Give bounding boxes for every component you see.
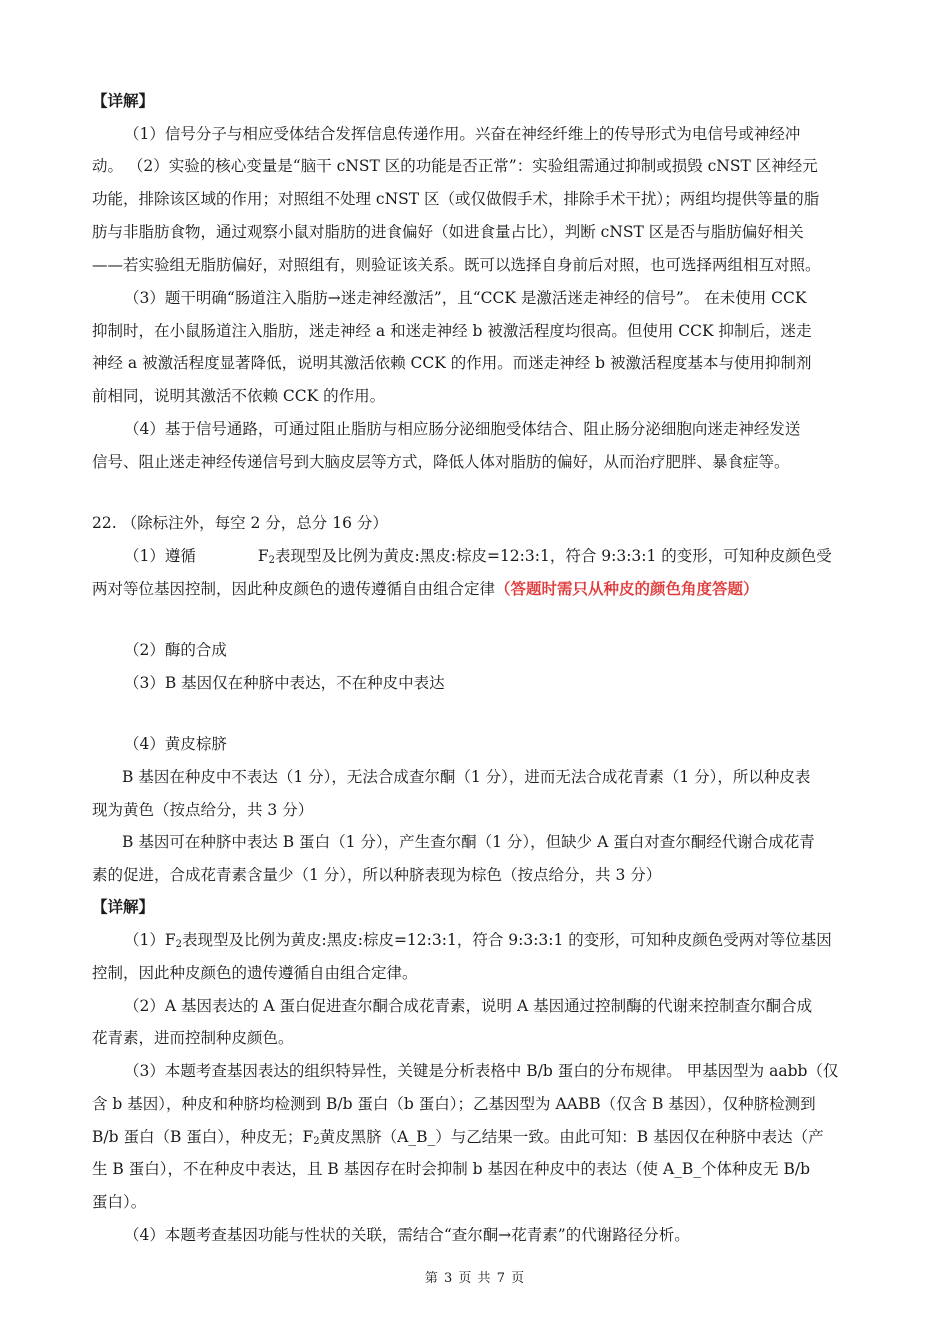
answer-3: （3）B 基因仅在种脐中表达，不在种皮中表达	[124, 674, 445, 692]
answer-1-line-2	[92, 579, 759, 599]
para-3-line-2: 信号、阻止迷走神经传递信号到大脑皮层等方式，降低人体对脂肪的偏好，从而治疗肥胖、暴食症等。	[92, 453, 790, 471]
answer-4-p1-line-2: 现为黄色（按点给分，共 3 分）	[92, 801, 314, 819]
detail-1-sub: 2	[175, 939, 182, 950]
page-number: 第 3 页 共 7 页	[424, 1271, 526, 1286]
detail-2-line-2: 花青素，进而控制种皮颜色。	[92, 1029, 294, 1047]
answer-4-p1-line-1: B 基因在种皮中不表达（1 分），无法合成查尔酮（1 分），进而无法合成花青素（1 分），所以种皮表	[122, 768, 811, 786]
para-2-line-1: （3）题干明确“肠道注入脂肪→迷走神经激活”，且“CCK 是激活迷走神经的信号”。 在未使用 CCK	[124, 289, 807, 307]
para-3-line-1: （4）基于信号通路，可通过阻止脂肪与相应肠分泌细胞受体结合、阻止肠分泌细胞向迷走神经发送	[124, 420, 801, 438]
answer-1-line-1	[124, 546, 832, 566]
answer-1-note: （答题时需只从种皮的颜色角度答题）	[495, 579, 759, 598]
answer-1-prefix: （1）遵循	[124, 547, 196, 565]
detail-3-l3-a: B/b 蛋白（B 蛋白），种皮无；F	[92, 1128, 314, 1146]
para-1-line-3: 功能，排除该区域的作用；对照组不处理 cNST 区（或仅做假手术，排除手术干扰）；两组均提供等量的脂	[92, 190, 820, 208]
answer-4: （4）黄皮棕脐	[124, 735, 227, 753]
para-1-line-5: ——若实验组无脂肪偏好，对照组有，则验证该关系。既可以选择自身前后对照，也可选择两组相互对照。	[92, 256, 821, 274]
para-1-line-2: 动。 （2）实验的核心变量是“脑干 cNST 区的功能是否正常”：实验组需通过抑制或损毁 cNST 区神经元	[92, 157, 818, 175]
answer-1-l2-text: 两对等位基因控制，因此种皮颜色的遗传遵循自由组合定律	[92, 580, 496, 598]
detail-3-line-4: 生 B 蛋白），不在种皮中表达，且 B 基因存在时会抑制 b 基因在种皮中的表达（使 A_B_个体种皮无 B/b	[92, 1160, 810, 1178]
para-1-line-4: 肪与非脂肪食物，通过观察小鼠对脂肪的进食偏好（如进食量占比），判断 cNST 区是否与脂肪偏好相关	[92, 223, 804, 241]
answer-2: （2）酶的合成	[124, 641, 227, 659]
detail-1-rest: 表现型及比例为黄皮:黑皮:棕皮=12:3:1，符合 9:3:3:1 的变形，可知种皮颜色受两对等位基因	[182, 931, 832, 949]
para-2-line-4: 前相同，说明其激活不依赖 CCK 的作用。	[92, 387, 386, 405]
detail-3-l3-b: 黄皮黑脐（A_B_）与乙结果一致。由此可知：B 基因仅在种脐中表达（产	[319, 1128, 824, 1146]
answer-1-rest: 表现型及比例为黄皮:黑皮:棕皮=12:3:1，符合 9:3:3:1 的变形，可知种皮颜色受	[275, 547, 832, 565]
detail-3-l3-sub: 2	[313, 1136, 320, 1147]
para-2-line-3: 神经 a 被激活程度显著降低，说明其激活依赖 CCK 的作用。而迷走神经 b 被激活程度基本与使用抑制剂	[92, 354, 812, 372]
detail-1-line-1	[124, 930, 832, 950]
detail-heading-2: 【详解】	[92, 897, 155, 916]
detail-3-line-2: 含 b 基因），种皮和种脐均检测到 B/b 蛋白（b 蛋白）；乙基因型为 AABB（仅含 B 基因），仅种脐检测到	[92, 1095, 816, 1113]
detail-3-line-3	[92, 1127, 824, 1147]
answer-1-f: F	[257, 547, 269, 565]
detail-1-line-2: 控制，因此种皮颜色的遗传遵循自由组合定律。	[92, 964, 418, 982]
question-22-header: 22. （除标注外，每空 2 分，总分 16 分）	[92, 514, 388, 532]
answer-1-sub: 2	[268, 555, 276, 566]
answer-4-p2-line-1: B 基因可在种脐中表达 B 蛋白（1 分），产生查尔酮（1 分），但缺少 A 蛋白对查尔酮经代谢合成花青	[122, 833, 815, 851]
detail-3-line-1: （3）本题考查基因表达的组织特异性，关键是分析表格中 B/b 蛋白的分布规律。 甲基因型为 aabb（仅	[124, 1062, 839, 1080]
detail-4: （4）本题考查基因功能与性状的关联，需结合“查尔酮→花青素”的代谢路径分析。	[124, 1226, 690, 1244]
para-2-line-2: 抑制时，在小鼠肠道注入脂肪，迷走神经 a 和迷走神经 b 被激活程度均很高。但使用 CCK 抑制后，迷走	[92, 322, 812, 340]
detail-3-line-5: 蛋白）。	[92, 1193, 147, 1211]
para-1-line-1: （1）信号分子与相应受体结合发挥信息传递作用。兴奋在神经纤维上的传导形式为电信号或神经冲	[124, 125, 801, 143]
detail-heading-1: 【详解】	[92, 91, 155, 110]
answer-4-p2-line-2: 素的促进，合成花青素含量少（1 分），所以种脐表现为棕色（按点给分，共 3 分）	[92, 866, 662, 884]
detail-2-line-1: （2）A 基因表达的 A 蛋白促进查尔酮合成花青素，说明 A 基因通过控制酶的代谢来控制查尔酮合成	[124, 997, 813, 1015]
detail-1-prefix: （1）F	[124, 931, 176, 949]
